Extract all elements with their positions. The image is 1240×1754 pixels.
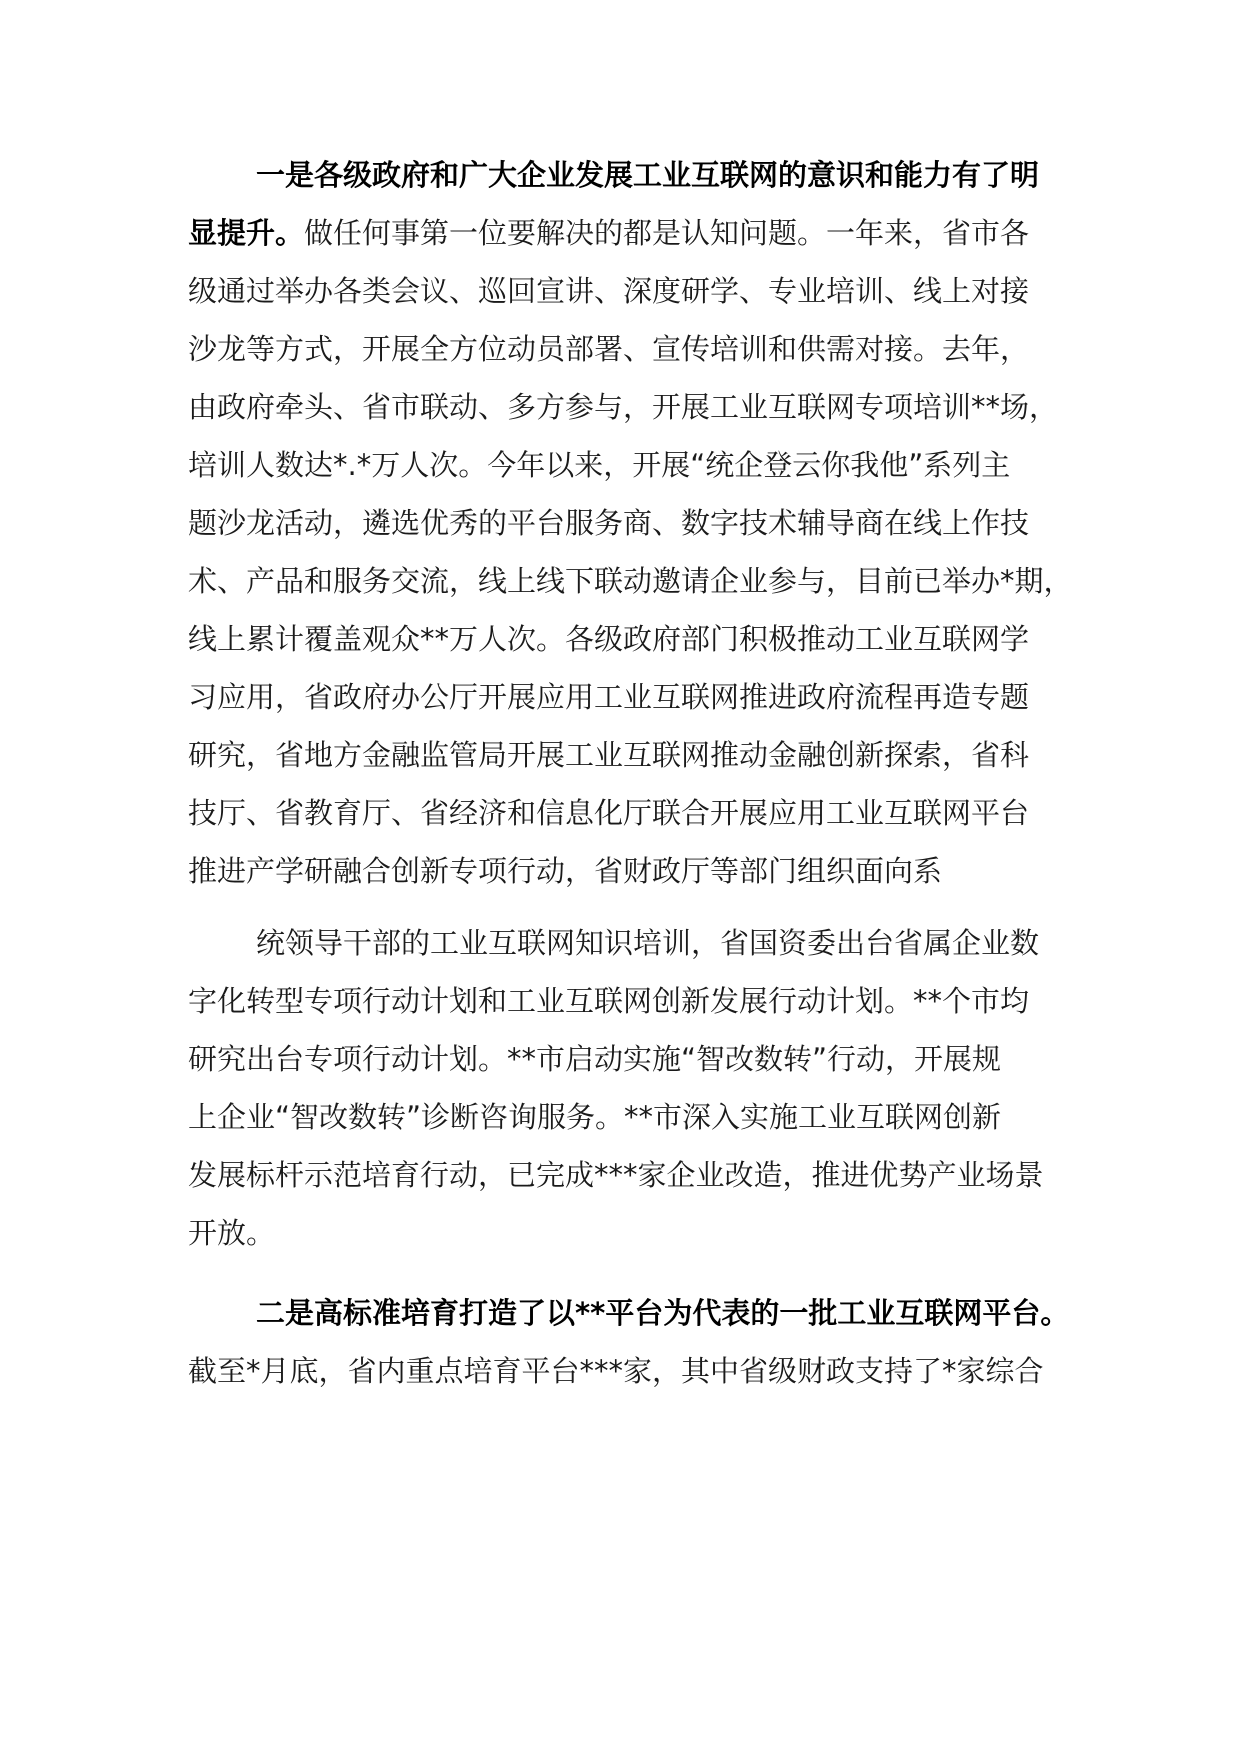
paragraph-1-line-10: 习应用，省政府办公厅开展应用工业互联网推进政府流程再造专题 <box>188 680 1030 714</box>
paragraph-1-line-3: 级通过举办各类会议、巡回宣讲、深度研学、专业培训、线上对接 <box>188 274 1030 308</box>
paragraph-1-heading: 一是各级政府和广大企业发展工业互联网的意识和能力有了明 <box>256 158 1040 192</box>
paragraph-1-line-4: 沙龙等方式，开展全方位动员部署、宣传培训和供需对接。去年， <box>188 332 1030 366</box>
paragraph-3-heading: 二是高标准培育打造了以**平台为代表的一批工业互联网平台。 <box>256 1296 1070 1330</box>
paragraph-1-line-12: 技厅、省教育厅、省经济和信息化厅联合开展应用工业互联网平台 <box>188 796 1030 830</box>
paragraph-3-line-2: 截至*月底，省内重点培育平台***家，其中省级财政支持了*家综合 <box>188 1354 1044 1388</box>
paragraph-1-line-7: 题沙龙活动，遴选优秀的平台服务商、数字技术辅导商在线上作技 <box>188 506 1030 540</box>
paragraph-1-line-6: 培训人数达*.*万人次。今年以来，开展“统企登云你我他”系列主 <box>188 448 1011 482</box>
paragraph-1-line-5: 由政府牵头、省市联动、多方参与，开展工业互联网专项培训**场， <box>188 390 1059 424</box>
paragraph-1-line-13: 推进产学研融合创新专项行动，省财政厅等部门组织面向系 <box>188 854 943 888</box>
paragraph-2-line-3: 研究出台专项行动计划。**市启动实施“智改数转”行动，开展规 <box>188 1042 1002 1076</box>
paragraph-2-line-5: 发展标杆示范培育行动，已完成***家企业改造，推进优势产业场景 <box>188 1158 1044 1192</box>
paragraph-1-line-1 <box>256 155 1039 195</box>
paragraph-1-line-2: 显提升。做任何事第一位要解决的都是认知问题。一年来，省市各 <box>188 216 1030 250</box>
paragraph-1-line-11: 研究，省地方金融监管局开展工业互联网推动金融创新探索，省科 <box>188 738 1030 772</box>
paragraph-2-line-1: 统领导干部的工业互联网知识培训，省国资委出台省属企业数 <box>256 926 1040 960</box>
paragraph-2-line-4: 上企业“智改数转”诊断咨询服务。**市深入实施工业互联网创新 <box>188 1100 1002 1134</box>
paragraph-2-line-6: 开放。 <box>188 1216 276 1250</box>
paragraph-1-line-9: 线上累计覆盖观众**万人次。各级政府部门积极推动工业互联网学 <box>188 622 1030 656</box>
paragraph-1-line-8: 术、产品和服务交流，线上线下联动邀请企业参与，目前已举办*期， <box>188 564 1073 598</box>
paragraph-1-heading-end: 显提升。 <box>188 216 305 250</box>
paragraph-2-line-2: 字化转型专项行动计划和工业互联网创新发展行动计划。**个市均 <box>188 984 1030 1018</box>
paragraph-3-line-1 <box>256 1293 1069 1333</box>
